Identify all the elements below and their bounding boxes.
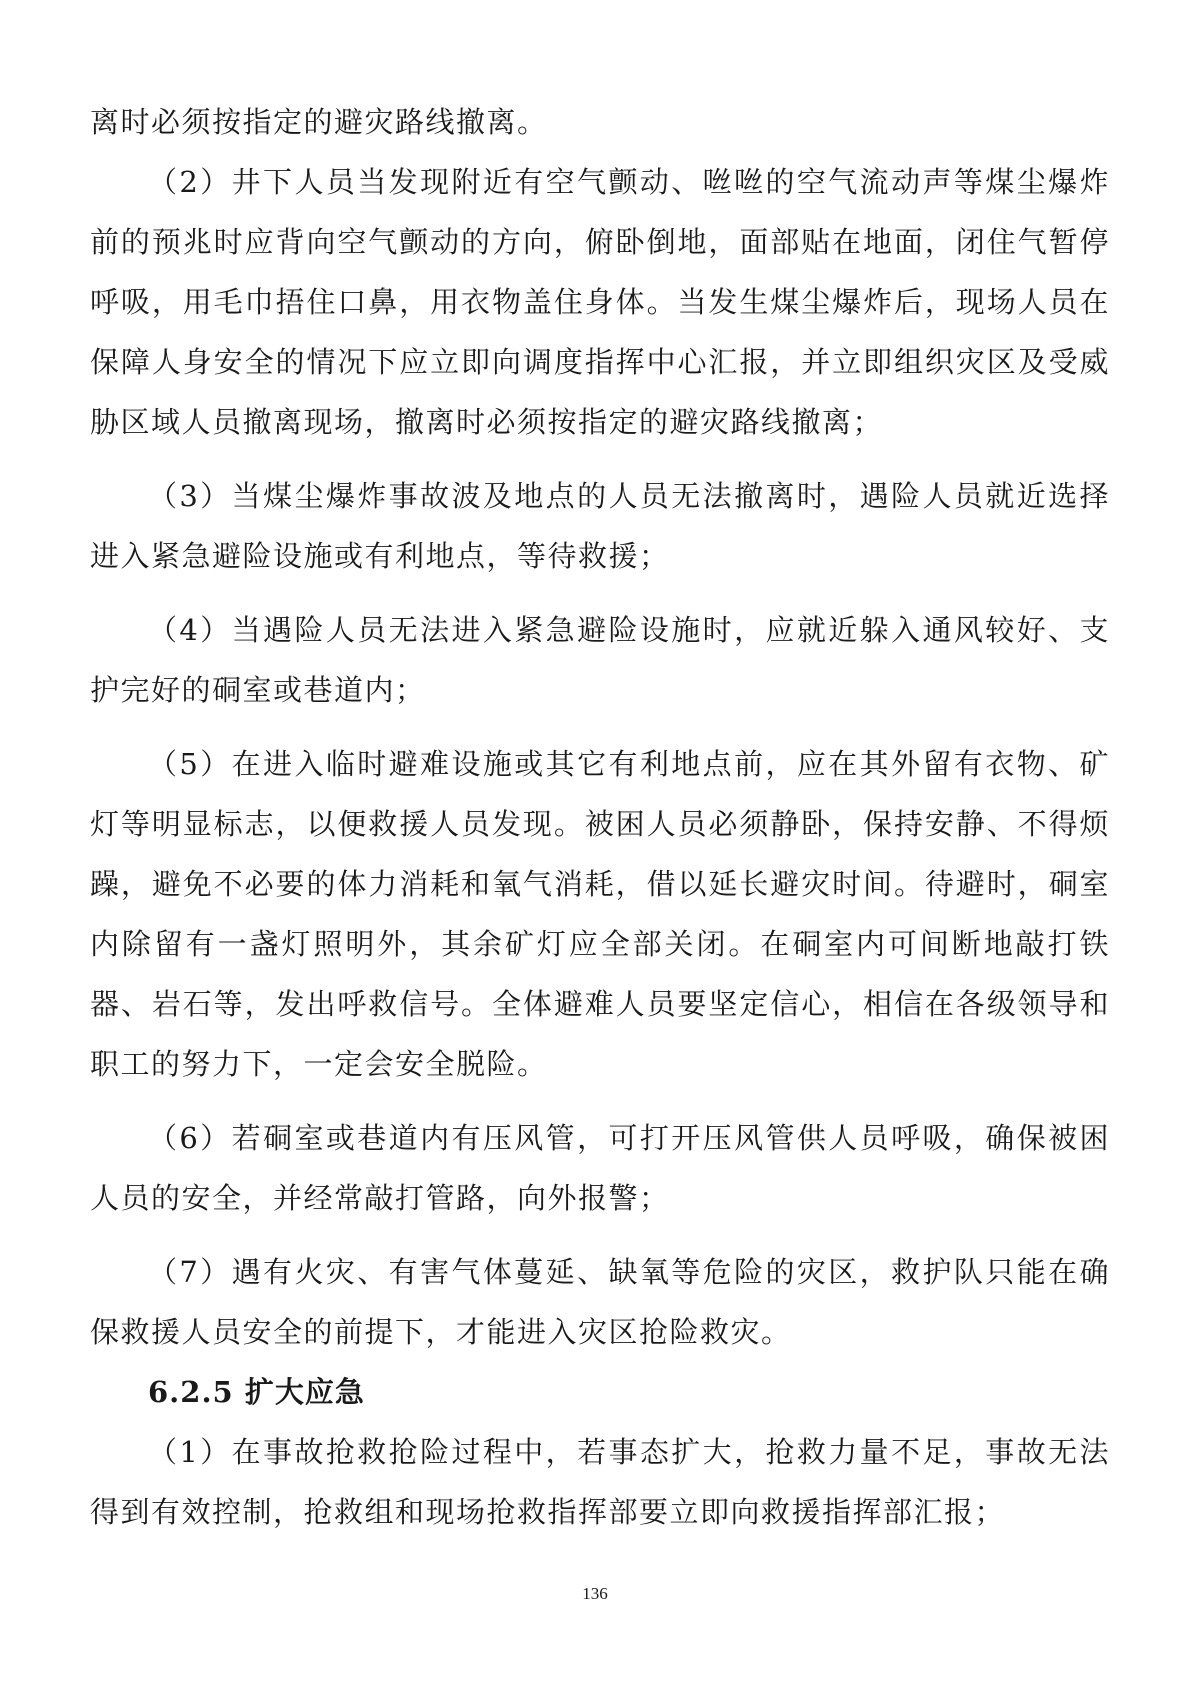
paragraph-item-4: （4）当遇险人员无法进入紧急避险设施时，应就近躲入通风较好、支护完好的硐室或巷道内； xyxy=(90,613,1110,707)
paragraph-item-2: （2）井下人员当发现附近有空气颤动、咝咝的空气流动声等煤尘爆炸前的预兆时应背向空气颤动的方向，俯卧倒地，面部贴在地面，闭住气暂停呼吸，用毛巾捂住口鼻，用衣物盖住身体。当发生煤尘爆炸后，现场人员在保障人身安全的情况下应立即向调度指挥中心汇报，并立即组织灾区及受威胁区域人员撤离现场，撤离时必须按指定的避灾路线撤离； xyxy=(90,165,1110,439)
document-body xyxy=(90,92,1110,1552)
paragraph-item-5: （5）在进入临时避难设施或其它有利地点前，应在其外留有衣物、矿灯等明显标志，以便救援人员发现。被困人员必须静卧，保持安静、不得烦躁，避免不必要的体力消耗和氧气消耗，借以延长避灾时间。待避时，硐室内除留有一盏灯照明外，其余矿灯应全部关闭。在硐室内可间断地敲打铁器、岩石等，发出呼救信号。全体避难人员要坚定信心，相信在各级领导和职工的努力下，一定会安全脱险。 xyxy=(90,747,1110,1081)
paragraph-item-7: （7）遇有火灾、有害气体蔓延、缺氧等危险的灾区，救护队只能在确保救援人员安全的前提下，才能进入灾区抢险救灾。 xyxy=(90,1255,1110,1349)
paragraph-item-3: （3）当煤尘爆炸事故波及地点的人员无法撤离时，遇险人员就近选择进入紧急避险设施或有利地点，等待救援； xyxy=(90,479,1110,573)
paragraph-continuation: 离时必须按指定的避灾路线撤离。 xyxy=(90,105,548,139)
paragraph-item-6: （6）若硐室或巷道内有压风管，可打开压风管供人员呼吸，确保被困人员的安全，并经常敲打管路，向外报警； xyxy=(90,1121,1110,1215)
section-heading: 6.2.5 扩大应急 xyxy=(148,1375,365,1409)
page-number: 136 xyxy=(582,1584,608,1603)
section-paragraph-1: （1）在事故抢救抢险过程中，若事态扩大，抢救力量不足，事故无法得到有效控制，抢救组和现场抢救指挥部要立即向救援指挥部汇报； xyxy=(90,1435,1110,1529)
